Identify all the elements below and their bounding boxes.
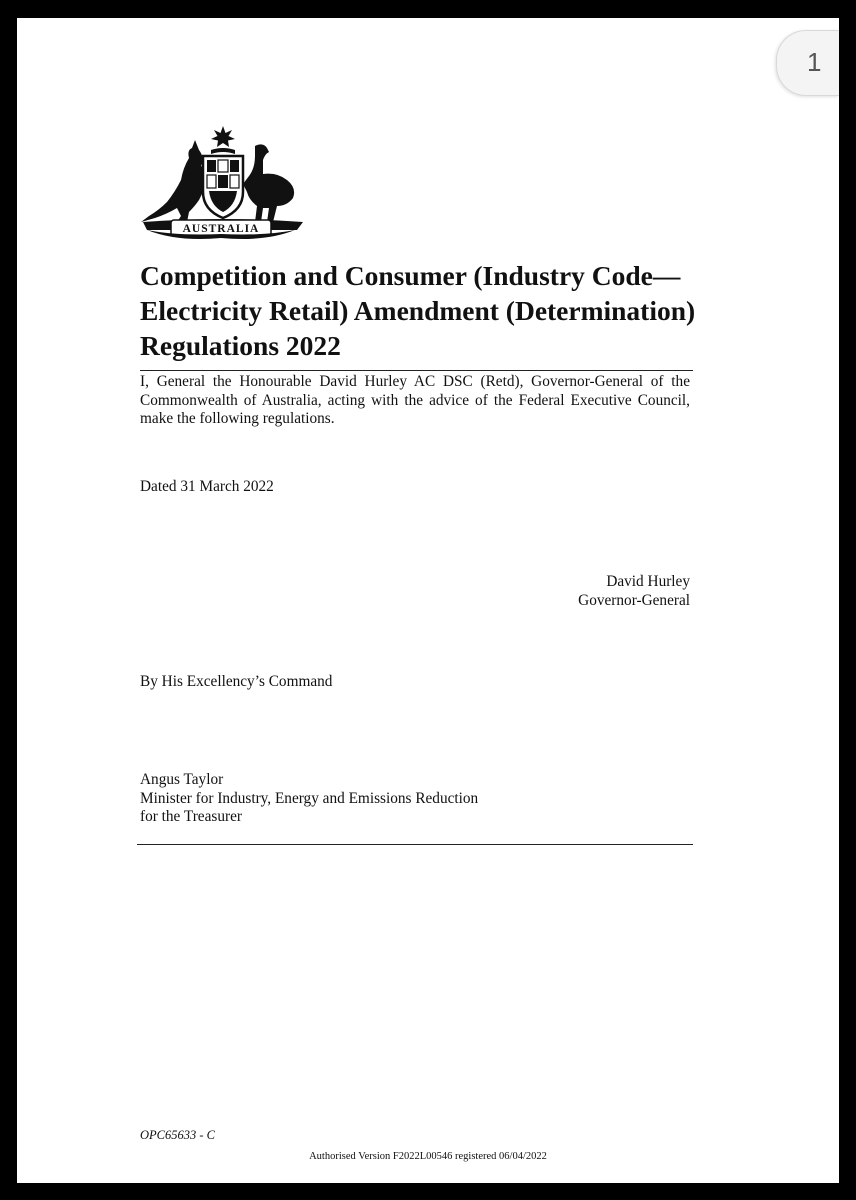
enacting-recital: I, General the Honourable David Hurley AC DSC (Retd), Governor-General of the Commonwealth of Australia, acting with the advice of the Federal Executive Council, make the following regulations. [140,373,690,427]
document-id: OPC65633 - C [140,1128,215,1142]
page-number: 1 [807,47,822,77]
command-line: By His Excellency’s Command [140,673,333,690]
emu-icon [243,144,294,222]
title-divider [140,370,693,371]
minister-role: Minister for Industry, Energy and Emissions Reduction [140,789,479,807]
coat-of-arms-emblem [137,126,305,242]
signature-divider [137,844,693,845]
minister-name: Angus Taylor [140,771,224,788]
commonwealth-star-icon [211,126,235,147]
title-line: Competition and Consumer (Industry Code— [140,260,681,291]
signatory-name: David Hurley [606,573,690,590]
title-line: Electricity Retail) Amendment (Determination) [140,295,696,326]
date-line: Dated 31 March 2022 [140,478,274,495]
page-number-indicator[interactable] [776,30,839,96]
crest-motto: AUSTRALIA [182,223,260,235]
document-page [17,18,839,1183]
document-title [140,258,740,363]
signatory-title: Governor-General [578,591,690,609]
kangaroo-icon [141,140,207,222]
minister-signature-block [140,771,478,827]
authorised-version-footer: Authorised Version F2022L00546 registered 06/04/2022 [309,1151,547,1162]
minister-for: for the Treasurer [140,808,242,825]
governor-general-signature-block [578,573,690,610]
title-line: Regulations 2022 [140,330,341,361]
